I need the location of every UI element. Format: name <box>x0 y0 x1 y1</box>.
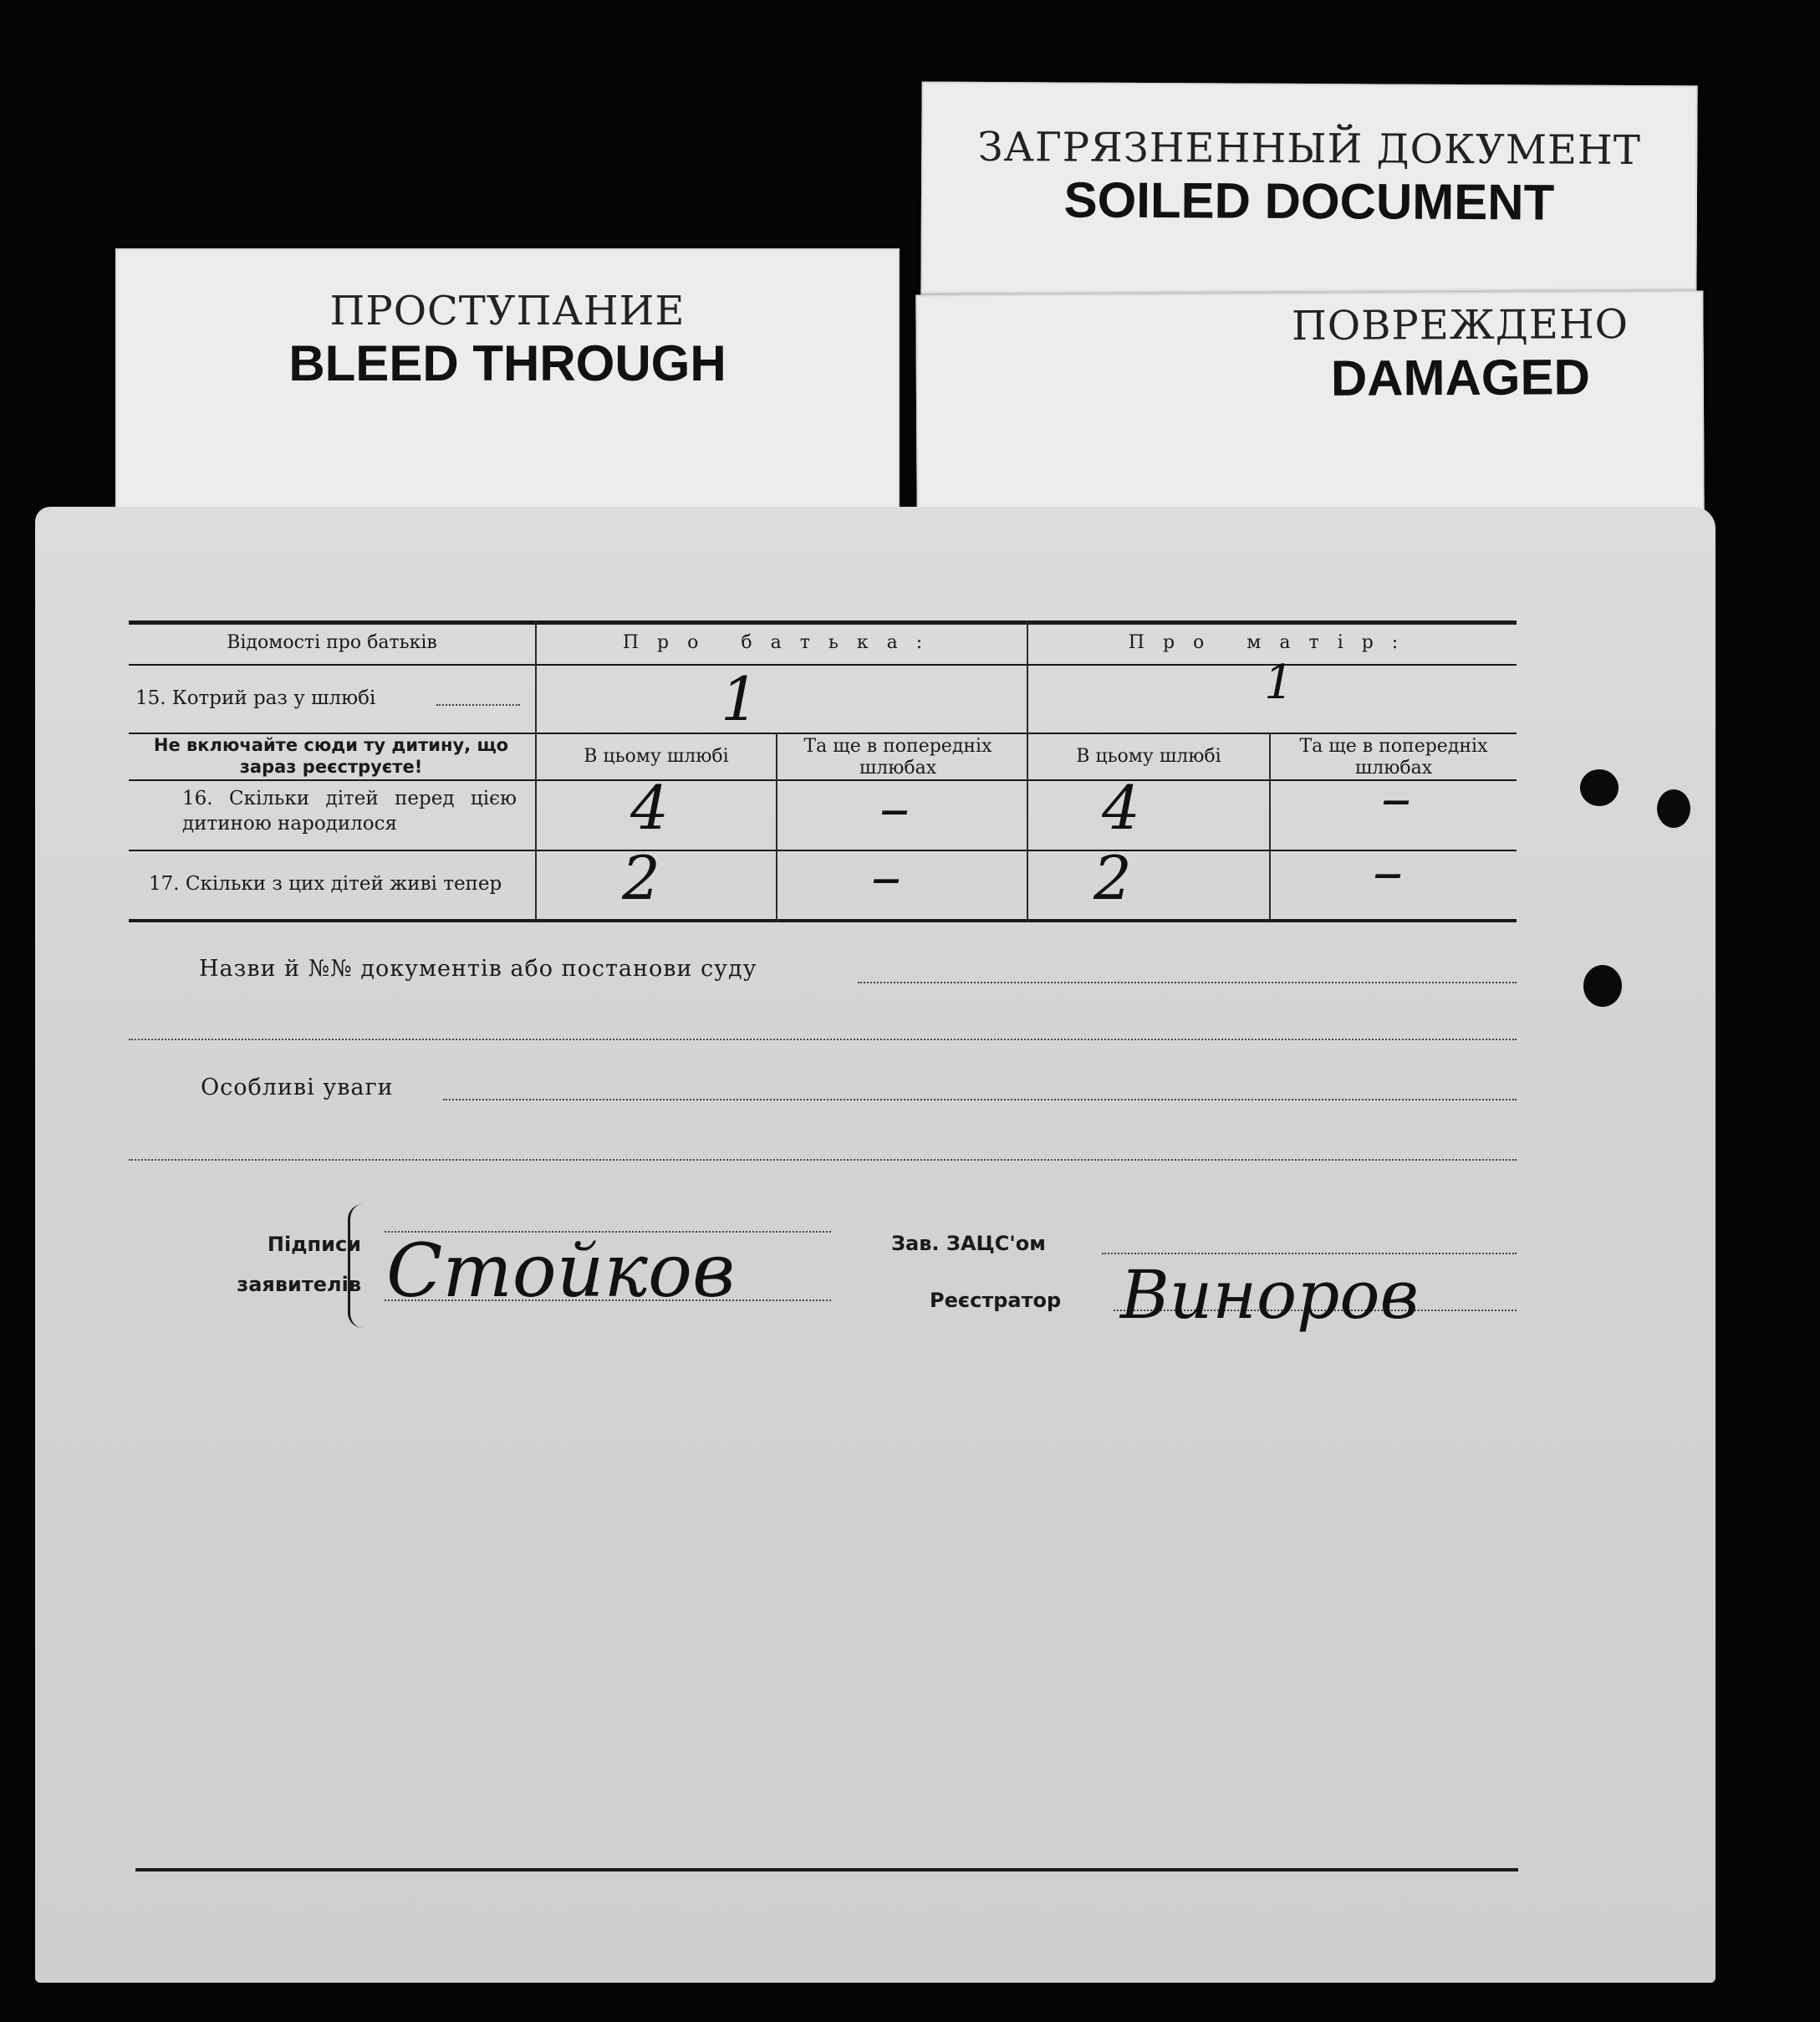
applicants-signatures-label <box>177 1224 361 1305</box>
row15-label: 15. Котрий раз у шлюбі <box>135 687 376 709</box>
punch-hole <box>1657 789 1690 828</box>
damaged-ru: ПОВРЕЖДЕНО <box>1291 301 1629 350</box>
punch-hole <box>1583 965 1622 1007</box>
applicants-brace <box>348 1204 370 1328</box>
applicant-signature: Стойков <box>386 1228 736 1314</box>
father-header: Про батька: <box>622 632 941 653</box>
mother-this-marriage-header: В цьому шлюбі <box>1076 746 1221 767</box>
damaged-en: DAMAGED <box>1330 349 1591 406</box>
soiled-document-en: SOILED DOCUMENT <box>1063 171 1555 231</box>
mother-previous-header: Та ще в попередніх шлюбах <box>1299 736 1488 779</box>
bleed-through-card <box>115 248 900 521</box>
punch-hole <box>1580 769 1619 806</box>
row16-mother-prev: – <box>1381 763 1411 833</box>
row17-father-prev: – <box>871 841 901 911</box>
row17-mother-this: 2 <box>1094 843 1132 913</box>
bleed-through-en: BLEED THROUGH <box>288 335 726 391</box>
record-page <box>35 507 1715 1983</box>
row16-father-this: 4 <box>630 773 669 843</box>
documents-line <box>129 1039 1517 1040</box>
damaged-card <box>915 291 1704 519</box>
applicants-label-line2: заявителів <box>237 1273 361 1296</box>
exclude-child-note: Не включайте сюди ту дитину, що зараз реєструєте! <box>153 735 509 777</box>
soiled-document-card <box>920 82 1697 300</box>
notes-line <box>443 1099 1517 1100</box>
applicants-label-line1: Підписи <box>267 1233 361 1256</box>
row17-father-this: 2 <box>622 843 660 913</box>
zags-head-label: Зав. ЗАЦС'ом <box>891 1232 1046 1255</box>
row16-mother-this: 4 <box>1102 773 1140 843</box>
father-previous-header: Та ще в попередніх шлюбах <box>803 736 992 779</box>
mother-header: Про матір: <box>1128 632 1417 653</box>
row15-father-value: 1 <box>721 664 759 734</box>
row15-mother-value: 1 <box>1264 656 1294 710</box>
registrar-label: Реєстратор <box>930 1289 1062 1312</box>
zags-head-line <box>1102 1253 1517 1254</box>
documents-label: Назви й №№ документів або постанови суду <box>199 956 757 982</box>
notes-line <box>129 1159 1517 1161</box>
bottom-rule <box>135 1868 1518 1871</box>
row16-label: 16. Скільки дітей перед цією дитиною народилося <box>182 788 517 835</box>
soiled-document-ru: ЗАГРЯЗНЕННЫЙ ДОКУМЕНТ <box>977 123 1642 175</box>
documents-line <box>858 982 1517 983</box>
bleed-through-ru: ПРОСТУПАНИЕ <box>329 288 686 334</box>
row16-father-prev: – <box>879 773 910 843</box>
row17-mother-prev: – <box>1373 836 1403 906</box>
father-this-marriage-header: В цьому шлюбі <box>584 746 729 767</box>
notes-label: Особливі уваги <box>201 1075 394 1100</box>
row17-label: 17. Скільки з цих дітей живі тепер <box>149 873 502 895</box>
parents-info-header: Відомості про батьків <box>227 632 437 653</box>
registrar-signature: Виноров <box>1120 1256 1420 1334</box>
